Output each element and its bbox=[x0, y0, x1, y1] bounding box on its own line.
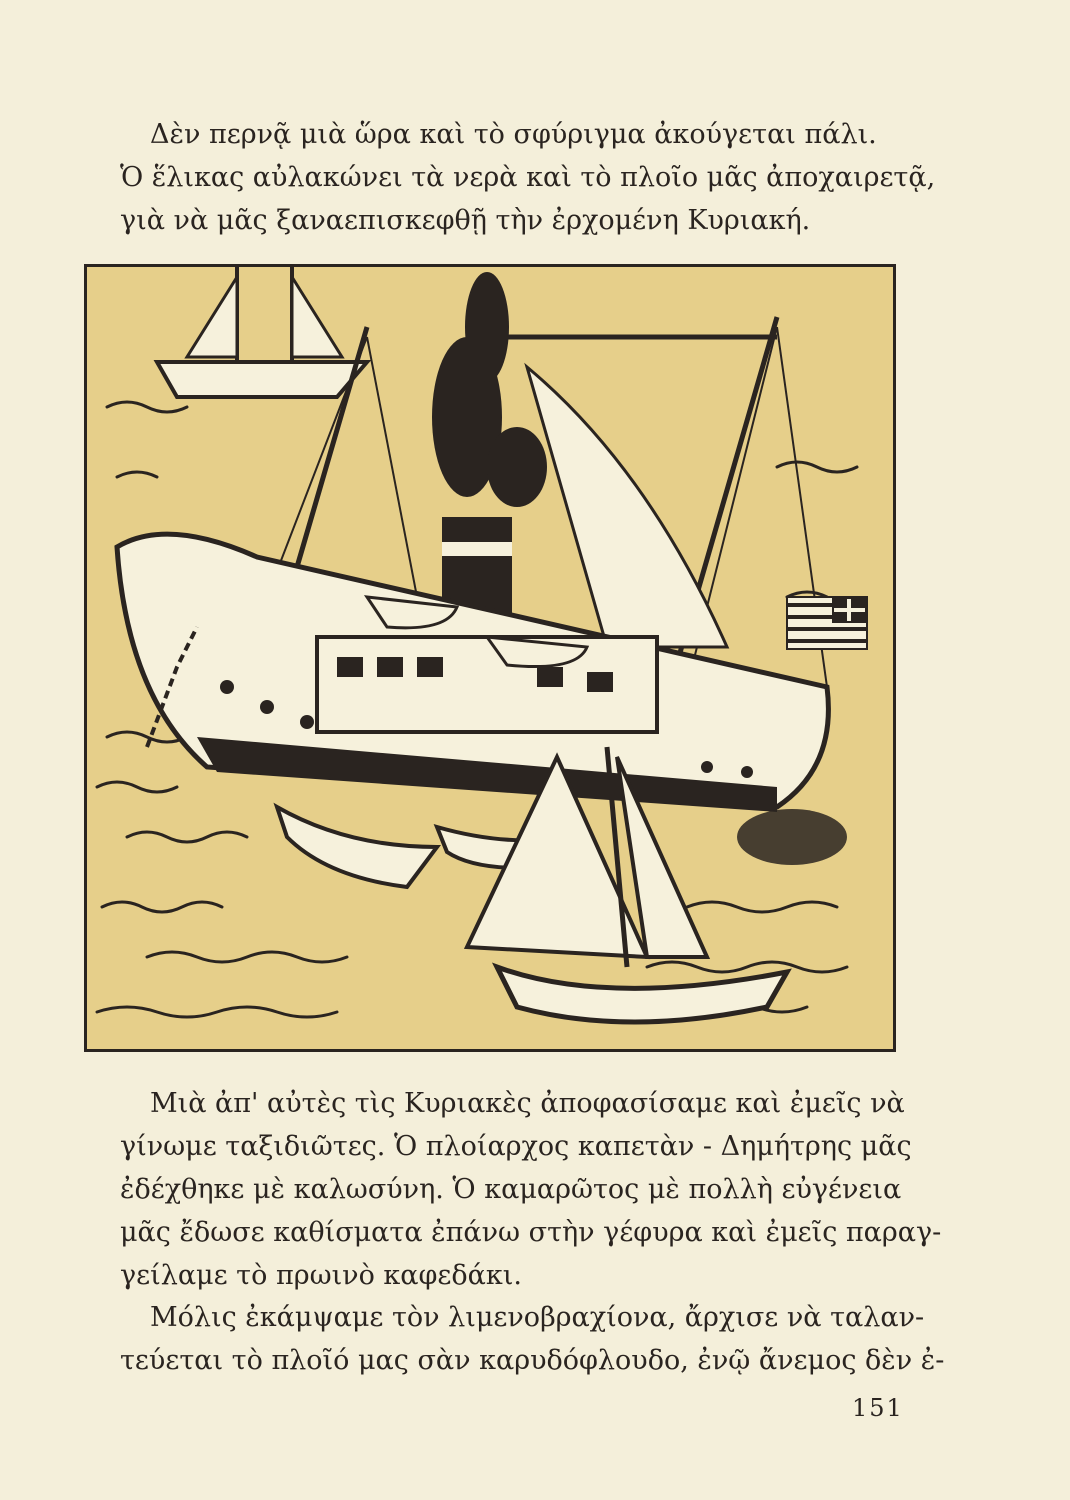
sea-spray bbox=[737, 809, 847, 865]
text-line: γιὰ νὰ μᾶς ξαναεπισκεφθῇ τὴν ἐρχομένη Κυριακή. bbox=[120, 205, 811, 236]
text-line: Ὁ ἕλικας αὐλακώνει τὰ νερὰ καὶ τὸ πλοῖο μᾶς ἀποχαιρετᾷ, bbox=[120, 162, 936, 193]
text-line: Δὲν περνᾷ μιὰ ὥρα καὶ τὸ σφύριγμα ἀκούγεται πάλι. bbox=[150, 119, 877, 150]
text-line: Μιὰ ἀπ' αὐτὲς τὶς Κυριακὲς ἀποφασίσαμε καὶ ἐμεῖς νὰ bbox=[150, 1088, 905, 1119]
smoke-plume bbox=[432, 272, 547, 507]
rowboat bbox=[277, 807, 437, 887]
text-line: μᾶς ἔδωσε καθίσματα ἐπάνω στὴν γέφυρα καὶ ἐμεῖς παραγ- bbox=[120, 1217, 942, 1248]
steamship-drawing bbox=[87, 267, 893, 1049]
text-line: ἐδέχθηκε μὲ καλωσύνη. Ὁ καμαρῶτος μὲ πολλὴ εὐγένεια bbox=[120, 1174, 902, 1205]
ship-illustration bbox=[84, 264, 896, 1052]
text-line: γείλαμε τὸ πρωινὸ καφεδάκι. bbox=[120, 1260, 522, 1291]
smokestack-band bbox=[442, 542, 512, 556]
background-sailboat bbox=[157, 267, 367, 397]
page-number: 151 bbox=[852, 1394, 904, 1422]
greek-flag bbox=[787, 597, 867, 649]
paragraph-middle bbox=[120, 1082, 942, 1297]
main-sail bbox=[527, 367, 727, 647]
text-line: τεύεται τὸ πλοῖό μας σὰν καρυδόφλουδο, ἐνῷ ἄνεμος δὲν ἐ- bbox=[120, 1345, 945, 1376]
paragraph-top bbox=[120, 113, 936, 242]
text-line: Μόλις ἐκάμψαμε τὸν λιμενοβραχίονα, ἄρχισε νὰ ταλαν- bbox=[150, 1302, 925, 1333]
text-line: γίνωμε ταξιδιῶτες. Ὁ πλοίαρχος καπετὰν - Δημήτρης μᾶς bbox=[120, 1131, 912, 1162]
paragraph-bottom bbox=[120, 1296, 945, 1382]
